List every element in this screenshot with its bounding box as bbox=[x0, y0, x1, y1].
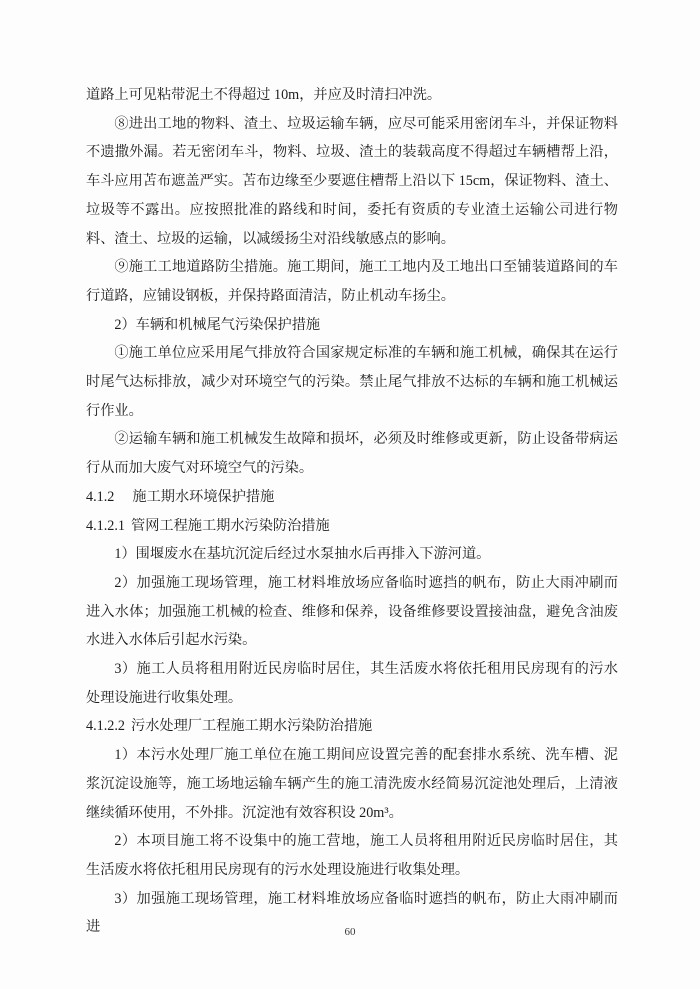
paragraph-no-camp-housing: 2）本项目施工将不设集中的施工营地，施工人员将租用附近民房临时居住，其生活废水将依托租用民房现有的污水处理设施进行收集处理。 bbox=[86, 833, 618, 878]
paragraph-site-management-tarpaulin: 2）加强施工现场管理，施工材料堆放场应备临时遮挡的帆布，防止大雨冲刷而进入水体；加强施工机械的检查、维修和保养，设备维修要设置接油盘，避免含油废水进入水体后引起水污染。 bbox=[86, 574, 618, 649]
paragraph-cofferdam-wastewater: 1）围堰废水在基坑沉淀后经过水泵抽水后再排入下游河道。 bbox=[114, 546, 491, 563]
paragraph-item-1-exhaust-standards: ①施工单位应采用尾气排放符合国家规定标准的车辆和施工机械，确保其在运行时尾气达标排放，减少对环境空气的污染。禁止尾气排放不达标的车辆和施工机械运行作业。 bbox=[86, 345, 618, 419]
heading-number: 4.1.2.1 bbox=[86, 517, 126, 534]
heading-number: 4.1.2 bbox=[86, 488, 115, 505]
heading-title: 管网工程施工期水污染防治措施 bbox=[131, 517, 330, 534]
heading-number: 4.1.2.2 bbox=[86, 718, 126, 735]
paragraph-item-2-maintenance: ②运输车辆和施工机械发生故障和损坏，必须及时维修或更新，防止设备带病运行从而加大废气对环境空气的污染。 bbox=[86, 431, 618, 477]
heading-title: 施工期水环境保护措施 bbox=[132, 488, 275, 505]
section-heading-4-1-2-1 bbox=[86, 512, 618, 541]
paragraph-worker-housing-sewage: 3）施工人员将租用附近民房临时居住，其生活废水将依托租用民房现有的污水处理设施进行收集处理。 bbox=[86, 661, 618, 706]
document-body bbox=[86, 81, 618, 942]
paragraph-subheading-vehicle-exhaust: 2）车辆和机械尾气污染保护措施 bbox=[114, 316, 321, 333]
paragraph-wwtp-drainage-system: 1）本污水处理厂施工单位在施工期间应设置完善的配套排水系统、洗车槽、泥浆沉淀设施等，施工场地运输车辆产生的施工清洗废水经简易沉淀池处理后，上清液继续循环使用，不外排。沉淀池有效容积设 20m³。 bbox=[86, 747, 618, 821]
paragraph-site-management-truncated: 3）加强施工现场管理，施工材料堆放场应备临时遮挡的帆布，防止大雨冲刷而进 bbox=[86, 890, 618, 936]
page-number: 60 bbox=[344, 926, 356, 938]
paragraph-road-dirt: 道路上可见粘带泥土不得超过 10m，并应及时清扫冲洗。 bbox=[86, 87, 442, 103]
heading-title: 污水处理厂工程施工期水污染防治措施 bbox=[131, 718, 373, 735]
paragraph-item-8-transport-vehicles: ⑧进出工地的物料、渣土、垃圾运输车辆，应尽可能采用密闭车斗，并保证物料不遗撒外漏。若无密闭车斗，物料、垃圾、渣土的装载高度不得超过车辆槽帮上沿，车斗应用苫布遮盖严实。苫布边缘至少要遮住槽帮上沿以下 15cm，保证物料、渣土、垃圾等不露出。应按照批准的路线和时间，委托有资质的专业渣土运输公司进行物料、渣土、垃圾的运输，以减缓扬尘对沿线敏感点的影响。 bbox=[86, 115, 618, 247]
section-heading-4-1-2-2 bbox=[86, 712, 618, 741]
paragraph-item-9-road-dust: ⑨施工工地道路防尘措施。施工期间，施工工地内及工地出口至铺装道路间的车行道路，应铺设钢板，并保持路面清洁，防止机动车扬尘。 bbox=[86, 259, 618, 304]
section-heading-4-1-2 bbox=[86, 483, 618, 512]
